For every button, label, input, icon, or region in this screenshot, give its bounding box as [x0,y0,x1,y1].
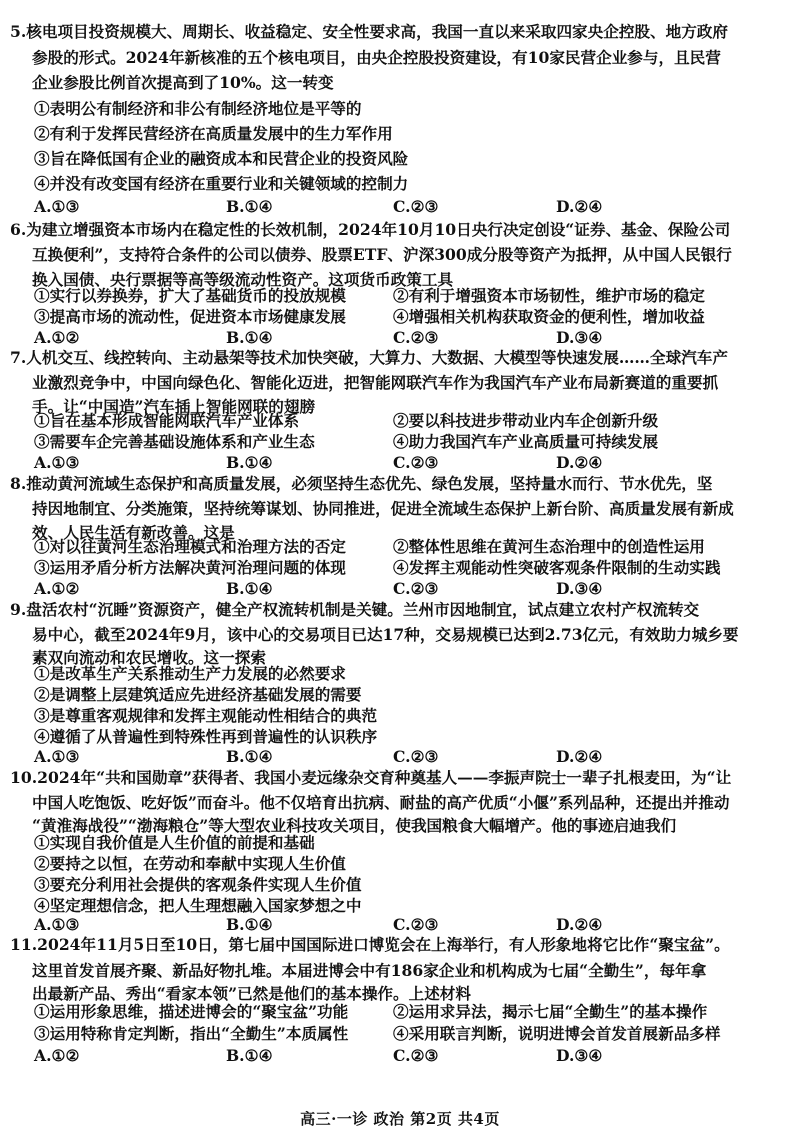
question-stem-line: 8.推动黄河流域生态保护和高质量发展，必须坚持生态优先、绿色发展，坚持量水而行、节水优先，坚 [10,474,713,493]
statement-option: ③旨在降低国有企业的融资成本和民营企业的投资风险 [34,149,409,168]
question-stem-line: 10.2024年“共和国勋章”获得者、我国小麦远缘杂交育种奠基人——李振声院士一辈子扎根麦田，为“让 [10,768,732,787]
answer-choice-c[interactable]: C.②③ [393,747,439,766]
statement-option: ③需要车企完善基础设施体系和产业生态 [34,432,315,451]
question-stem-line: 效、人民生活有新改善。这是 [32,523,235,542]
statement-option: ①表明公有制经济和非公有制经济地位是平等的 [34,99,362,118]
question-stem-line: 换入国债、央行票据等高等级流动性资产。这项货币政策工具 [32,270,454,289]
statement-option: ③要充分利用社会提供的客观条件实现人生价值 [34,875,362,894]
question-stem-line: 持因地制宜、分类施策，坚持统筹谋划、协同推进，促进全流域生态保护上新台阶、高质量发展有新成 [32,499,734,518]
statement-option: ③运用特称肯定判断，指出“全勤生”本质属性 [34,1024,349,1043]
statement-option: ②要持之以恒，在劳动和奉献中实现人生价值 [34,854,346,873]
statement-option: ④遵循了从普遍性到特殊性再到普遍性的认识秩序 [34,727,378,746]
statement-option: ④助力我国汽车产业高质量可持续发展 [393,432,659,451]
question-stem-line: 5.核电项目投资规模大、周期长、收益稳定、安全性要求高，我国一直以来采取四家央企控股、地方政府 [10,22,728,41]
statement-option: ②要以科技进步带动业内车企创新升级 [393,411,659,430]
answer-choice-b[interactable]: B.①④ [226,328,273,347]
answer-choice-a[interactable]: A.①③ [34,915,80,934]
statement-option: ①旨在基本形成智能网联汽车产业体系 [34,411,300,430]
answer-choice-d[interactable]: D.②④ [556,915,603,934]
question-stem-line: 11.2024年11月5日至10日，第七届中国国际进口博览会在上海举行，有人形象地将它比作“聚宝盆”。 [10,935,730,954]
answer-choice-b[interactable]: B.①④ [226,197,273,216]
answer-choice-b[interactable]: B.①④ [226,579,273,598]
answer-choice-a[interactable]: A.①② [34,579,80,598]
answer-choice-b[interactable]: B.①④ [226,1046,273,1065]
question-stem-line: 手。让“中国造”汽车插上智能网联的翅膀 [32,397,316,416]
answer-choice-c[interactable]: C.②③ [393,328,439,347]
answer-choice-c[interactable]: C.②③ [393,453,439,472]
statement-option: ①实行以券换券，扩大了基础货币的投放规模 [34,286,346,305]
answer-choice-a[interactable]: A.①② [34,328,80,347]
answer-choice-d[interactable]: D.③④ [556,579,603,598]
statement-option: ③提高市场的流动性，促进资本市场健康发展 [34,307,346,326]
statement-option: ④坚定理想信念，把人生理想融入国家梦想之中 [34,896,362,915]
statement-option: ④采用联言判断，说明进博会首发首展新品多样 [393,1024,721,1043]
answer-choice-d[interactable]: D.③④ [556,1046,603,1065]
statement-option: ②是调整上层建筑适应先进经济基础发展的需要 [34,685,362,704]
question-stem-line: 参股的形式。2024年新核准的五个核电项目，由央企控股投资建设，有10家民营企业参与，且民营 [32,48,721,67]
statement-option: ①实现自我价值是人生价值的前提和基础 [34,833,315,852]
statement-option: ③运用矛盾分析方法解决黄河治理问题的体现 [34,558,346,577]
statement-option: ①运用形象思维，描述进博会的“聚宝盆”功能 [34,1002,349,1021]
question-stem-line: 互换便利”，支持符合条件的公司以债券、股票ETF、沪深300成分股等资产为抵押，从中国人民银行 [32,245,732,264]
answer-choice-d[interactable]: D.③④ [556,328,603,347]
question-stem-line: 6.为建立增强资本市场内在稳定性的长效机制，2024年10月10日央行决定创设“证券、基金、保险公司 [10,220,731,239]
answer-choice-d[interactable]: D.②④ [556,747,603,766]
answer-choice-d[interactable]: D.②④ [556,197,603,216]
question-stem-line: 7.人机交互、线控转向、主动悬架等技术加快突破，大算力、大数据、大模型等快速发展……全球汽车产 [10,348,728,367]
question-stem-line: 中国人吃饱饭、吃好饭”而奋斗。他不仅培育出抗病、耐盐的高产优质“小偃”系列品种，还提出并推动 [32,793,730,812]
page-footer: 高三·一诊 政治 第2页 共4页 [300,1110,500,1128]
statement-option: ①对以往黄河生态治理模式和治理方法的否定 [34,537,346,556]
answer-choice-c[interactable]: C.②③ [393,915,439,934]
statement-option: ③是尊重客观规律和发挥主观能动性相结合的典范 [34,706,378,725]
answer-choice-b[interactable]: B.①④ [226,915,273,934]
statement-option: ④发挥主观能动性突破客观条件限制的生动实践 [393,558,721,577]
question-stem-line: 素双向流动和农民增收。这一探索 [32,648,266,667]
question-stem-line: 这里首发首展齐聚、新品好物扎堆。本届进博会中有186家企业和机构成为七届“全勤生”，每年拿 [32,961,707,980]
answer-choice-c[interactable]: C.②③ [393,1046,439,1065]
answer-choice-b[interactable]: B.①④ [226,453,273,472]
question-stem-line: 9.盘活农村“沉睡”资源资产，健全产权流转机制是关键。兰州市因地制宜，试点建立农村产权流转交 [10,600,700,619]
answer-choice-a[interactable]: A.①③ [34,197,80,216]
question-stem-line: 业激烈竞争中，中国向绿色化、智能化迈进，把智能网联汽车作为我国汽车产业布局新赛道的重要抓 [32,373,719,392]
answer-choice-b[interactable]: B.①④ [226,747,273,766]
answer-choice-a[interactable]: A.①② [34,1046,80,1065]
question-stem-line: 出最新产品、秀出“看家本领”已然是他们的基本操作。上述材料 [32,984,471,1003]
statement-option: ②整体性思维在黄河生态治理中的创造性运用 [393,537,705,556]
statement-option: ④增强相关机构获取资金的便利性，增加收益 [393,307,705,326]
question-stem-line: 企业参股比例首次提高到了10%。这一转变 [32,73,334,92]
statement-option: ①是改革生产关系推动生产力发展的必然要求 [34,664,346,683]
statement-option: ②有利于发挥民营经济在高质量发展中的生力军作用 [34,124,393,143]
answer-choice-a[interactable]: A.①③ [34,747,80,766]
statement-option: ②有利于增强资本市场韧性，维护市场的稳定 [393,286,705,305]
question-stem-line: 易中心，截至2024年9月，该中心的交易项目已达17种，交易规模已达到2.73亿元，有效助力城乡要 [32,625,739,644]
statement-option: ④并没有改变国有经济在重要行业和关键领域的控制力 [34,174,409,193]
answer-choice-a[interactable]: A.①③ [34,453,80,472]
answer-choice-c[interactable]: C.②③ [393,579,439,598]
statement-option: ②运用求异法，揭示七届“全勤生”的基本操作 [393,1002,708,1021]
answer-choice-d[interactable]: D.②④ [556,453,603,472]
answer-choice-c[interactable]: C.②③ [393,197,439,216]
question-stem-line: “黄淮海战役”“渤海粮仓”等大型农业科技攻关项目，使我国粮食大幅增产。他的事迹启迪我们 [32,816,677,835]
